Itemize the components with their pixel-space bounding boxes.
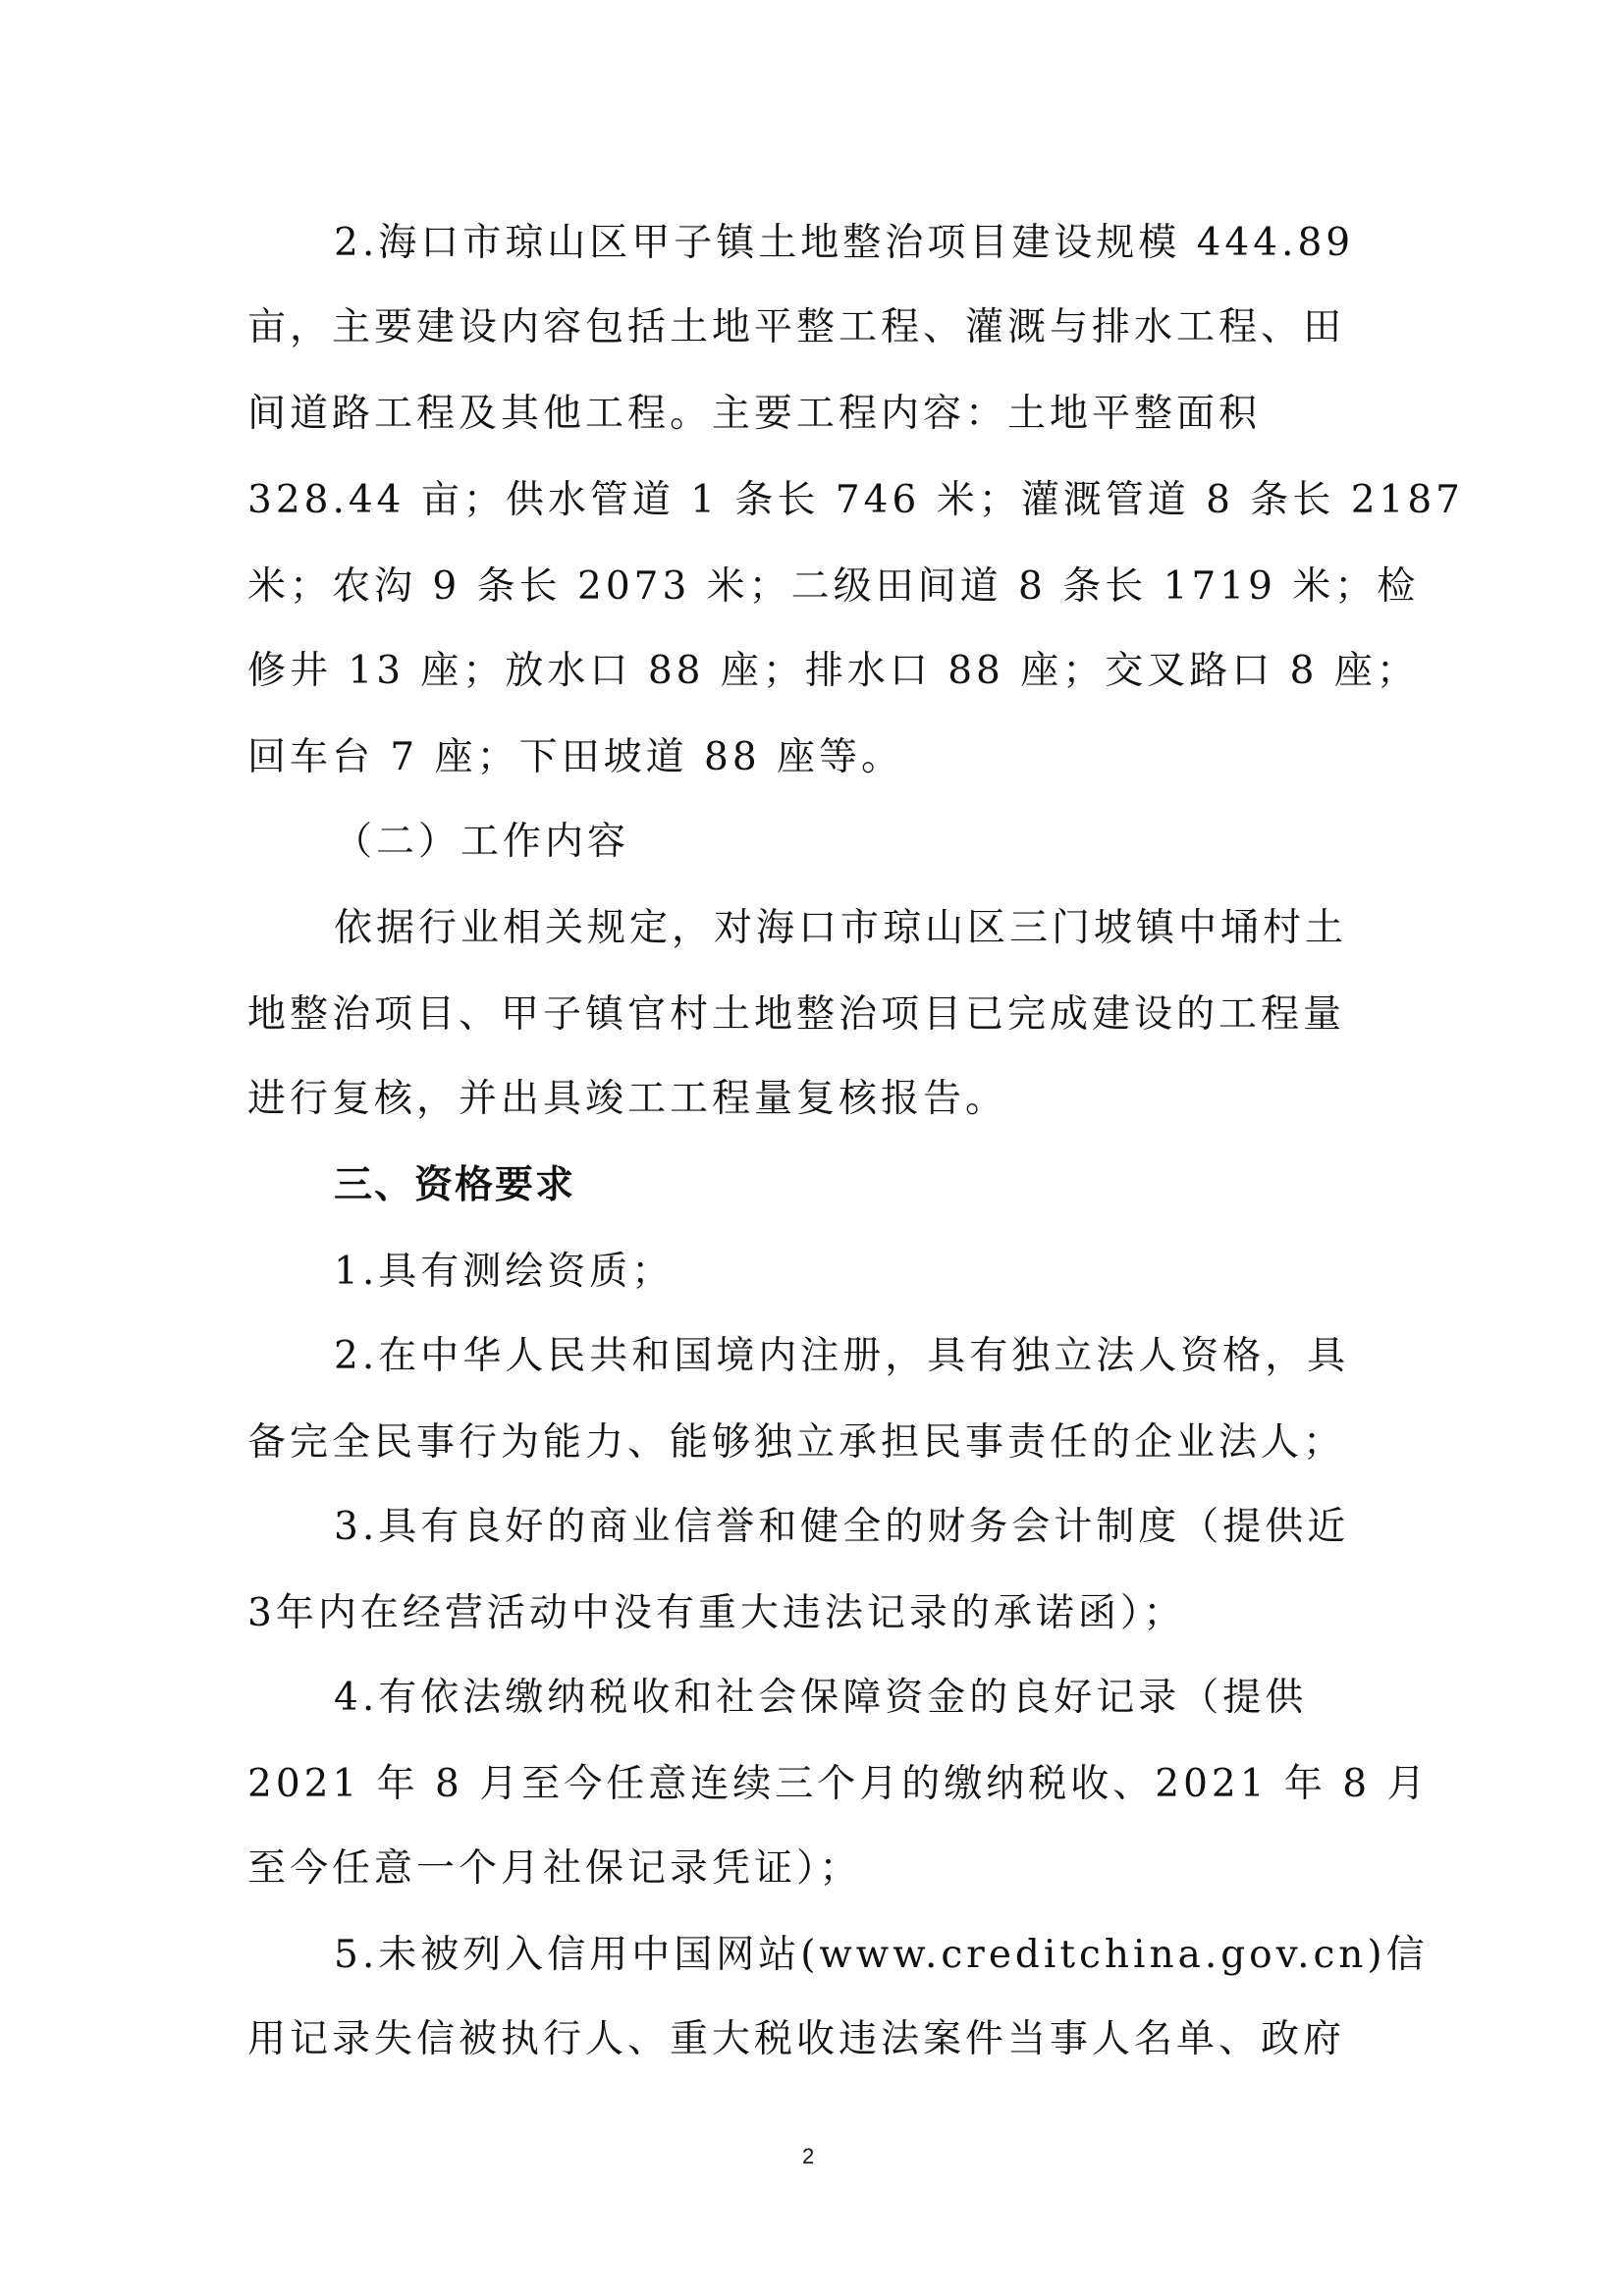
list-item: 4.有依法缴纳税收和社会保障资金的良好记录（提供 <box>334 1676 1308 1720</box>
paragraph-line: 回车台 7 座；下田坡道 88 座等。 <box>247 735 904 779</box>
paragraph-line: 修井 13 座；放水口 88 座；排水口 88 座；交叉路口 8 座； <box>247 649 1419 693</box>
list-item: 2.在中华人民共和国境内注册，具有独立法人资格，具 <box>334 1334 1350 1378</box>
paragraph-line: 米；农沟 9 条长 2073 米；二级田间道 8 条长 1719 米；检 <box>247 564 1420 609</box>
list-item: 5.未被列入信用中国网站(www.creditchina.gov.cn)信 <box>334 1933 1429 1977</box>
list-item: 1.具有测绘资质； <box>334 1250 675 1294</box>
paragraph-line: 328.44 亩；供水管道 1 条长 746 米；灌溉管道 8 条长 2187 <box>247 478 1464 522</box>
page-number: 2 <box>802 2144 815 2168</box>
section-heading: 三、资格要求 <box>334 1163 576 1207</box>
list-item: 3.具有良好的商业信誉和健全的财务会计制度（提供近 <box>334 1505 1350 1549</box>
paragraph-line: 2.海口市琼山区甲子镇土地整治项目建设规模 444.89 <box>334 221 1355 265</box>
paragraph-line: 进行复核，并出具竣工工程量复核报告。 <box>247 1077 1008 1121</box>
paragraph-line: 2021 年 8 月至今任意连续三个月的缴纳税收、2021 年 8 月 <box>247 1762 1430 1806</box>
paragraph-line: 至今任意一个月社保记录凭证）； <box>247 1846 862 1891</box>
paragraph-line: 备完全民事行为能力、能够独立承担民事责任的企业法人； <box>247 1420 1346 1465</box>
subsection-heading: （二）工作内容 <box>334 820 630 864</box>
paragraph-line: 用记录失信被执行人、重大税收违法案件当事人名单、政府 <box>247 2017 1346 2061</box>
paragraph-line: 依据行业相关规定，对海口市琼山区三门坡镇中埇村土 <box>334 906 1348 950</box>
paragraph-line: 亩，主要建设内容包括土地平整工程、灌溉与排水工程、田 <box>247 305 1346 349</box>
paragraph-line: 3年内在经营活动中没有重大违法记录的承诺函）； <box>247 1591 1186 1635</box>
paragraph-line: 间道路工程及其他工程。主要工程内容：土地平整面积 <box>247 392 1262 436</box>
paragraph-line: 地整治项目、甲子镇官村土地整治项目已完成建设的工程量 <box>247 992 1346 1037</box>
